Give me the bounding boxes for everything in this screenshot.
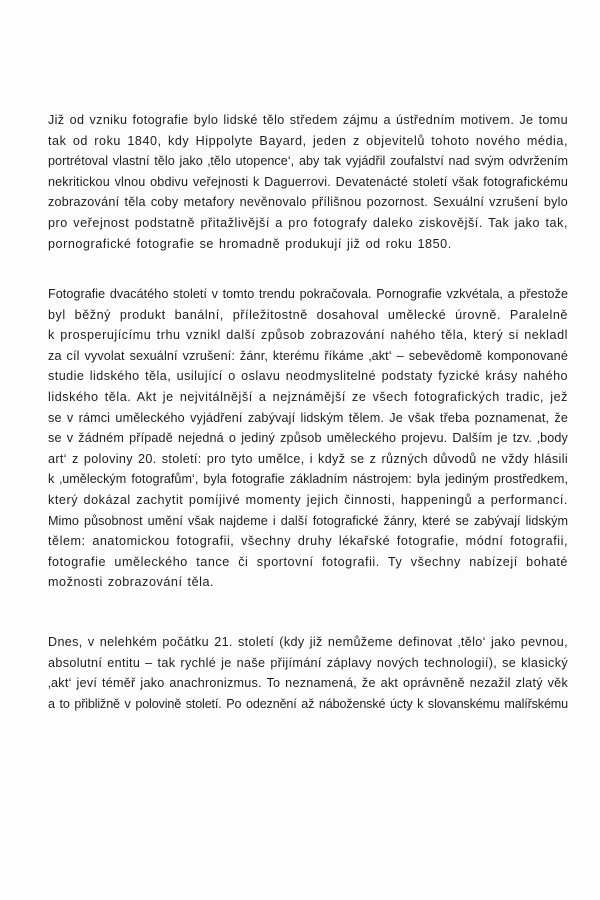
text-line: Fotografie dvacátého století v tomto trendu pokračovala. Pornografie vzkvétala, a přestože — [48, 287, 568, 301]
text-line: portrétoval vlastní tělo jako ‚tělo utopence‘, aby tak vyjádřil zoufalství nad svým odvržením — [48, 154, 568, 169]
text-line: k prosperujícímu trhu vznikl další způsob zobrazování nahého těla, který si nekladl — [48, 328, 568, 343]
text-line: možnosti zobrazování těla. — [48, 575, 215, 590]
text-line: absolutní entitu – tak rychlé je naše přijímání záplavy nových technologií), se klasický — [48, 655, 568, 670]
text-line: Dnes, v nelehkém počátku 21. století (kdy již nemůžeme definovat ‚tělo‘ jako pevnou, — [48, 635, 568, 649]
text-line: se v rámci uměleckého vyjádření zabývají lidským tělem. Je však třeba poznamenat, že — [48, 410, 568, 425]
text-line: art‘ z poloviny 20. století: pro tyto umělce, i když se z různých důvodů ne vždy hlásili — [48, 451, 568, 466]
text-line: který dokázal zachytit pomíjivé momenty jejich činnosti, happeningů a performancí. — [48, 492, 568, 507]
text-line: fotografie uměleckého tance či sportovní fotografii. Ty všechny nabízejí bohaté — [48, 554, 568, 569]
text-line: studie lidského těla, usilující o oslavu neodmyslitelné podstaty fyzické krásy nahého — [48, 369, 568, 384]
text-line: Již od vzniku fotografie bylo lidské tělo středem zájmu a ústředním motivem. Je tomu — [48, 113, 568, 127]
text-line: lidského těla. Akt je nejvitálnější a nejznámější ze všech fotografických tradic, jež — [48, 389, 568, 404]
text-line: tělem: anatomickou fotografii, všechny druhy lékařské fotografie, módní fotografii, — [48, 534, 568, 549]
text-line: za cíl vyvolat sexuální vzrušení: žánr, kterému říkáme ‚akt‘ – sebevědomě komponované — [48, 348, 568, 363]
text-line: nekritickou vlnou obdivu veřejnosti k Daguerrovi. Devatenácté století však fotografickému — [48, 174, 568, 189]
text-line: byl běžný produkt banální, příležitostně dosahoval umělecké úrovně. Paralelně — [48, 307, 568, 322]
paragraph-2 — [48, 284, 568, 593]
paragraph-3 — [48, 632, 568, 714]
paragraph-1 — [48, 110, 568, 254]
text-line: se v žádném případě nejedná o jediný způsob uměleckého projevu. Dalším je tzv. ‚body — [48, 431, 568, 446]
text-line: Mimo působnost umění však najdeme i další fotografické žánry, které se zabývají lidským — [48, 513, 568, 528]
text-line: tak od roku 1840, kdy Hippolyte Bayard, jeden z objevitelů tohoto nového média, — [48, 133, 568, 148]
text-line: zobrazování těla coby metafory nevěnovalo přílišnou pozornost. Sexuální vzrušení bylo — [48, 195, 568, 210]
text-line: pornografické fotografie se hromadně produkují již od roku 1850. — [48, 236, 452, 251]
text-line: ‚akt‘ jeví téměř jako anachronizmus. To neznamená, že akt oprávněně nezažil zlatý věk — [48, 676, 568, 691]
text-line: k ‚uměleckým fotografům‘, byla fotografie základním nástrojem: byla jediným prostředkem, — [48, 472, 568, 487]
text-line: pro veřejnost podstatně přitažlivější a pro fotografy daleko ziskovější. Tak jako tak, — [48, 215, 568, 230]
text-line: a to přibližně v polovině století. Po odeznění až náboženské úcty k slovanskému malířskému — [48, 696, 568, 711]
